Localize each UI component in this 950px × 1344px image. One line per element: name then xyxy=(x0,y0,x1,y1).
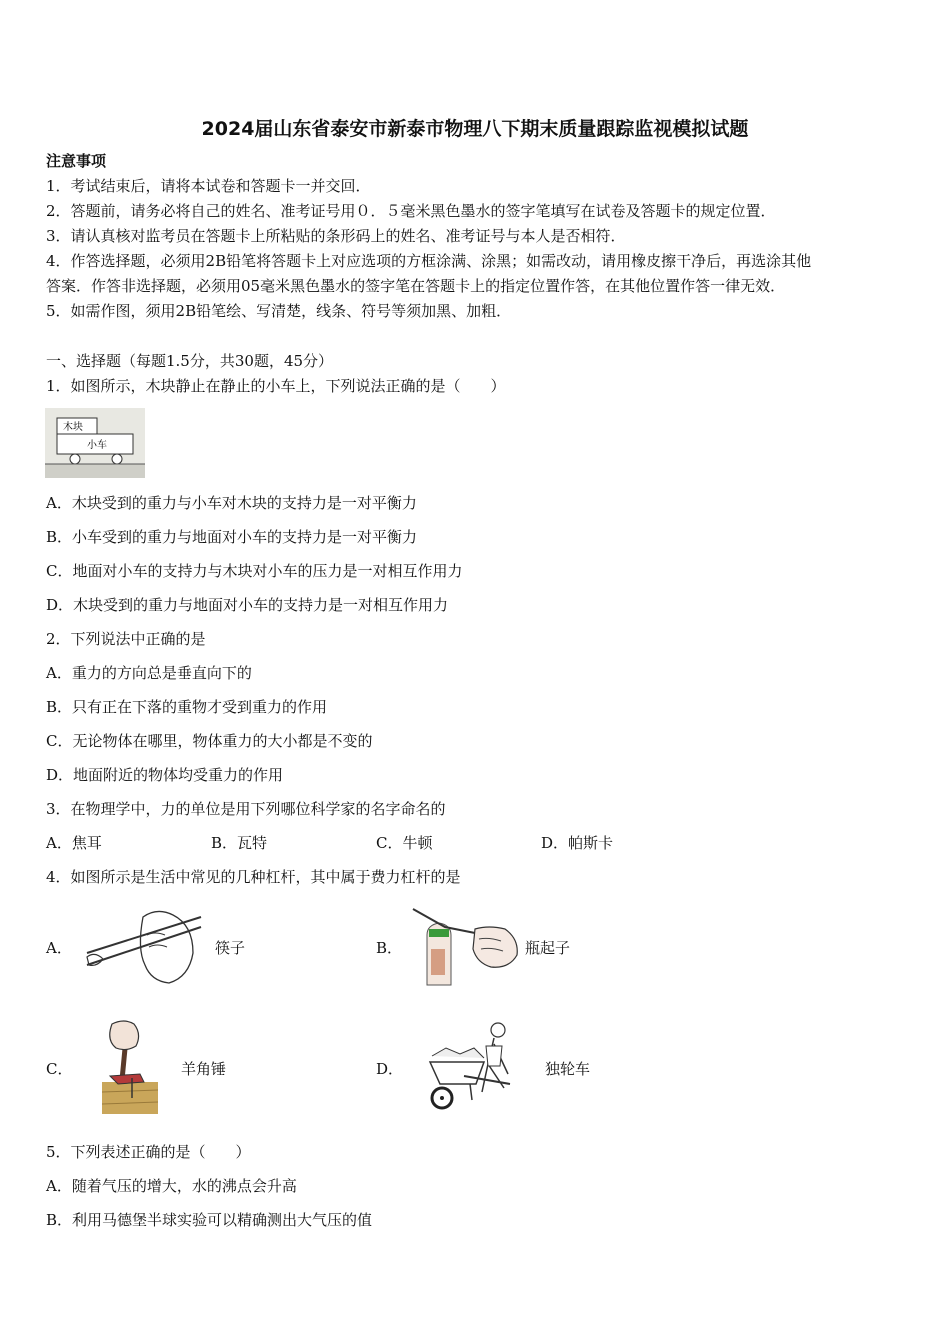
option: C．地面对小车的支持力与木块对小车的压力是一对相互作用力 xyxy=(46,562,463,580)
notice-item: 4．作答选择题，必须用2B铅笔将答题卡上对应选项的方框涂满、涂黑；如需改动，请用橡皮擦干净后，再选涂其他 xyxy=(46,252,812,270)
wheelbarrow-figure xyxy=(424,1018,540,1112)
question-stem: 5．下列表述正确的是（ ） xyxy=(46,1143,251,1161)
option-label: 独轮车 xyxy=(545,1060,591,1078)
option-letter: A． xyxy=(46,939,72,957)
option: C．无论物体在哪里，物体重力的大小都是不变的 xyxy=(46,732,373,750)
option-letter: C． xyxy=(46,1060,73,1078)
option: D．帕斯卡 xyxy=(541,834,614,852)
option: A．焦耳 xyxy=(46,834,102,852)
page-title: 2024届山东省泰安市新泰市物理八下期末质量跟踪监视模拟试题 xyxy=(201,118,749,140)
notice-heading: 注意事项 xyxy=(46,152,107,170)
option-label: 羊角锤 xyxy=(181,1060,227,1078)
fig-cart-label: 小车 xyxy=(87,440,107,451)
notice-item: 5．如需作图，须用2B铅笔绘、写清楚，线条、符号等须加黑、加粗． xyxy=(46,302,512,320)
option: A．重力的方向总是垂直向下的 xyxy=(46,664,252,682)
notice-item: 2．答题前，请务必将自己的姓名、准考证号用０．５毫米黑色墨水的签字笔填写在试卷及答题卡的规定位置． xyxy=(46,202,776,220)
option: D．木块受到的重力与地面对小车的支持力是一对相互作用力 xyxy=(46,596,449,614)
question-stem: 1．如图所示，木块静止在静止的小车上，下列说法正确的是（ ） xyxy=(46,377,506,395)
option-label: 筷子 xyxy=(215,939,246,957)
option: B．只有正在下落的重物才受到重力的作用 xyxy=(46,698,328,716)
option-letter: B． xyxy=(376,939,403,957)
fig-block-label: 木块 xyxy=(63,422,83,433)
question-stem: 3．在物理学中，力的单位是用下列哪位科学家的名字命名的 xyxy=(46,800,446,818)
option: B．利用马德堡半球实验可以精确测出大气压的值 xyxy=(46,1211,373,1229)
question-stem: 2．下列说法中正确的是 xyxy=(46,630,206,648)
option: C．牛顿 xyxy=(376,834,433,852)
question-stem: 4．如图所示是生活中常见的几种杠杆，其中属于费力杠杆的是 xyxy=(46,868,461,886)
option: A．随着气压的增大，水的沸点会升高 xyxy=(46,1177,297,1195)
option: D．地面附近的物体均受重力的作用 xyxy=(46,766,284,784)
section-heading: 一、选择题（每题1.5分，共30题，45分） xyxy=(46,352,334,370)
option-label: 瓶起子 xyxy=(525,939,571,957)
option: B．小车受到的重力与地面对小车的支持力是一对平衡力 xyxy=(46,528,418,546)
option: B．瓦特 xyxy=(211,834,268,852)
notice-item: 3．请认真核对监考员在答题卡上所粘贴的条形码上的姓名、准考证号与本人是否相符． xyxy=(46,227,626,245)
option-letter: D． xyxy=(376,1060,404,1078)
claw-hammer-figure xyxy=(98,1018,162,1116)
chopsticks-figure xyxy=(85,905,205,987)
notice-item: 1．考试结束后，请将本试卷和答题卡一并交回． xyxy=(46,177,371,195)
option: A．木块受到的重力与小车对木块的支持力是一对平衡力 xyxy=(46,494,417,512)
block-on-cart-figure xyxy=(45,408,145,478)
notice-item: 答案．作答非选择题，必须用05毫米黑色墨水的签字笔在答题卡上的指定位置作答，在其他位置作答一律无效． xyxy=(46,277,786,295)
bottle-opener-figure xyxy=(405,905,523,989)
